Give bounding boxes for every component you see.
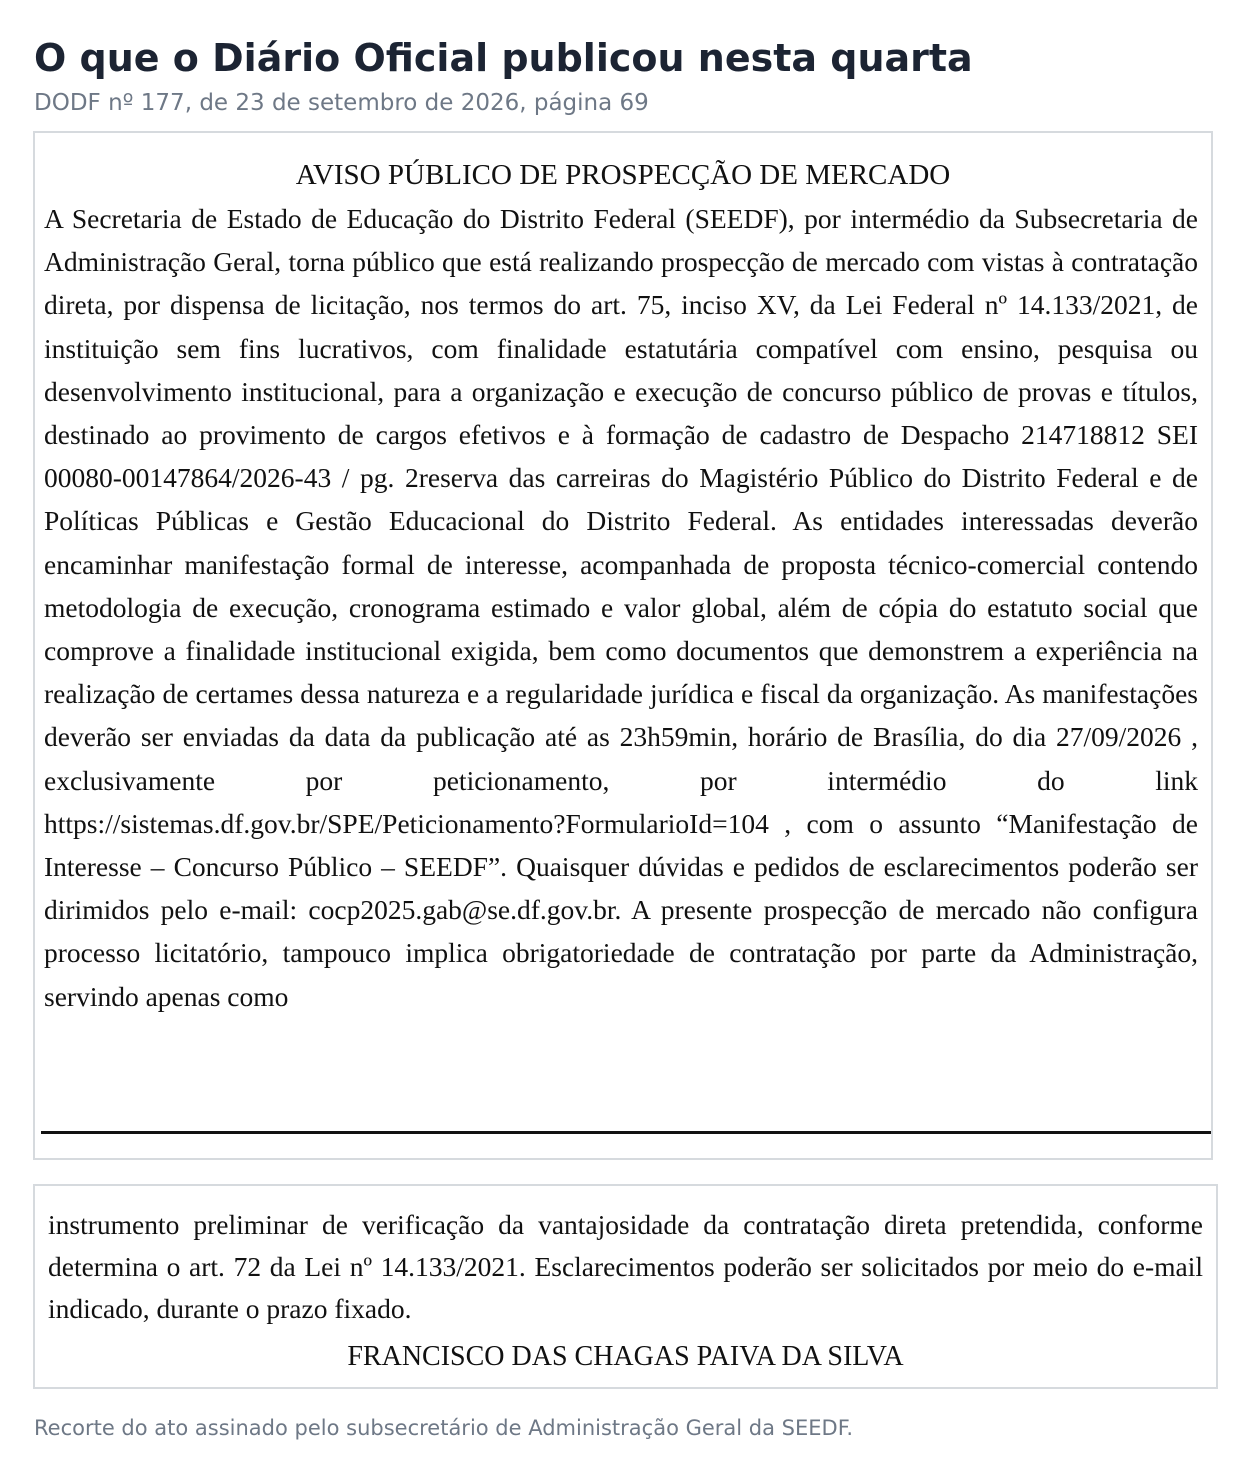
- signatory-name: FRANCISCO DAS CHAGAS PAIVA DA SILVA: [347, 1341, 904, 1372]
- page-break-rule: [41, 1131, 1211, 1134]
- document-clipping-2: [33, 1184, 1218, 1389]
- notice-title: AVISO PÚBLICO DE PROSPECÇÃO DE MERCADO: [295, 159, 951, 191]
- notice-body-continuation: instrumento preliminar de verificação da vantajosidade da contratação direta pretendida, conforme determina o art. 72 da Lei nº 14.133/2021. Esclarecimentos poderão ser solicitados por meio do e-mail indicado, durante o prazo fixado.: [48, 1209, 1203, 1324]
- image-caption: Recorte do ato assinado pelo subsecretário de Administração Geral da SEEDF.: [34, 1416, 854, 1440]
- page-title: O que o Diário Oficial publicou nesta quarta: [34, 36, 973, 80]
- document-clipping-1: [33, 131, 1213, 1160]
- notice-body-text: A Secretaria de Estado de Educação do Distrito Federal (SEEDF), por intermédio da Subsecretaria de Administração Geral, torna público que está realizando prospecção de mercado com vistas à contratação direta, por dispensa de licitação, nos termos do art. 75, inciso XV, da Lei Federal nº 14.133/2021, de instituição sem fins lucrativos, com finalidade estatutária compatível com ensino, pesquisa ou desenvolvimento institucional, para a organização e execução de concurso público de provas e títulos, destinado ao provimento de cargos efetivos e à formação de cadastro de Despacho 214718812 SEI 00080-00147864/2026-43 / pg. 2reserva das carreiras do Magistério Público do Distrito Federal e de Políticas Públicas e Gestão Educacional do Distrito Federal. As entidades interessadas deverão encaminhar manifestação formal de interesse, acompanhada de proposta técnico-comercial contendo metodologia de execução, cronograma estimado e valor global, além de cópia do estatuto social que comprove a finalidade institucional exigida, bem como documentos que demonstrem a experiência na realização de certames dessa natureza e a regularidade jurídica e fiscal da organização. As manifestações deverão ser enviadas da data da publicação até as 23h59min, horário de Brasília, do dia 27/09/2026 , exclusivamente por peticionamento, por intermédio do link https://sistemas.df.gov.br/SPE/Peticionamento?FormularioId=104 , com o assunto “Manifestação de Interesse – Concurso Público – SEEDF”. Quaisquer dúvidas e pedidos de esclarecimentos poderão ser dirimidos pelo e-mail: cocp2025.gab@se.df.gov.br. A presente prospecção de mercado não configura processo licitatório, tampouco implica obrigatoriedade de contratação por parte da Administração, servindo apenas como: [44, 203, 1198, 1012]
- source-reference: DODF nº 177, de 23 de setembro de 2026, página 69: [34, 90, 649, 116]
